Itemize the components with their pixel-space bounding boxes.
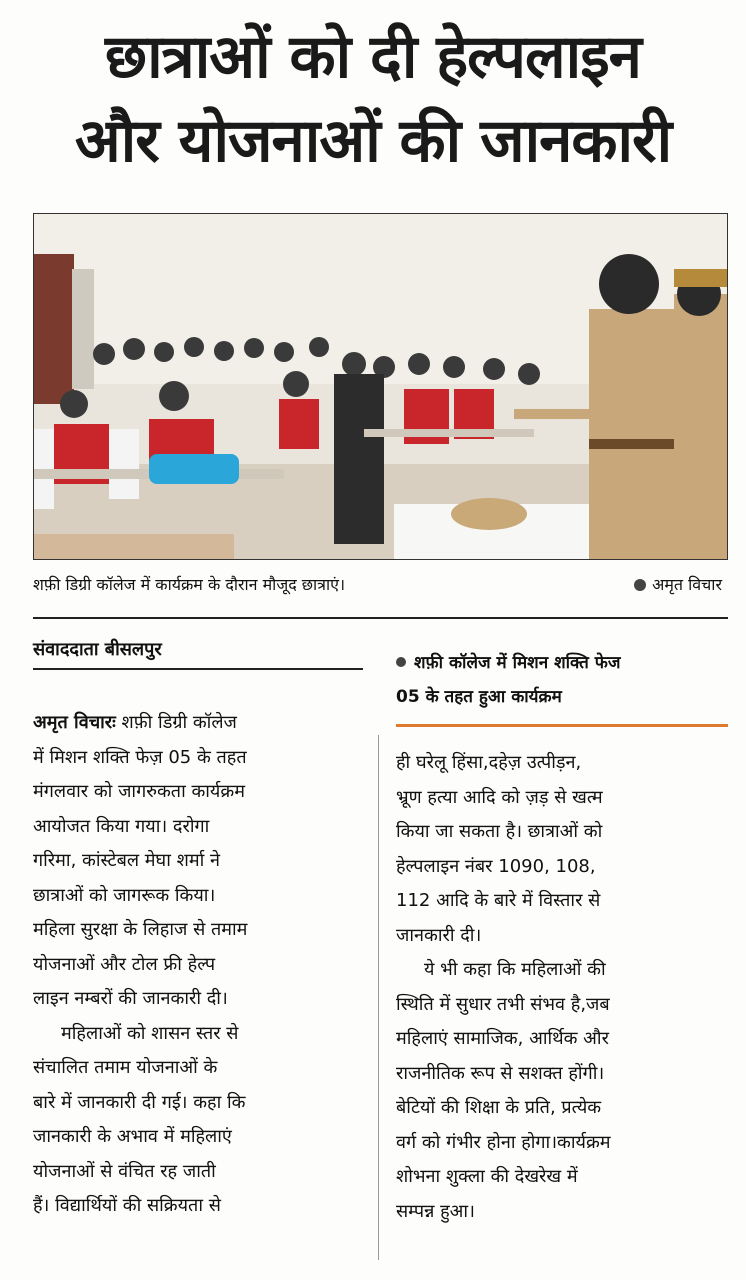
body-line: बेटियों की शिक्षा के प्रति, प्रत्येक (396, 1097, 602, 1118)
body-line: योजनाओं और टोल फ्री हेल्प (33, 953, 216, 975)
body-line: मंगलवार को जागरुकता कार्यक्रम (33, 781, 245, 802)
body-line: शफ़ी डिग्री कॉलेज (115, 712, 237, 733)
bullet-icon (396, 657, 406, 667)
column-divider (378, 735, 379, 1260)
body-line: गरिमा, कांस्टेबल मेघा शर्मा ने (33, 850, 220, 871)
article-column-2 (396, 746, 731, 1229)
news-photo (33, 213, 728, 560)
body-line: महिला सुरक्षा के लिहाज से तमाम (33, 919, 248, 940)
credit-text: अमृत विचार (652, 575, 722, 594)
body-line: जानकारी के अभाव में महिलाएं (33, 1126, 232, 1147)
kicker (396, 646, 731, 714)
body-line: महिलाएं सामाजिक, आर्थिक और (396, 1028, 609, 1049)
body-line: जानकारी दी। (396, 924, 482, 946)
body-line: लाइन नम्बरों की जानकारी दी। (33, 988, 228, 1009)
lead-tag: अमृत विचारः (33, 712, 116, 733)
body-line: संचालित तमाम योजनाओं के (33, 1057, 218, 1078)
body-line: 112 आदि के बारे में विस्तार से (396, 890, 601, 911)
byline: संवाददाता बीसलपुर (33, 639, 162, 660)
body-line: राजनीतिक रूप से सशक्त होंगी। (396, 1062, 605, 1084)
body-line: स्थिति में सुधार तभी संभव है,जब (396, 993, 610, 1015)
body-line: आयोजत किया गया। दरोगा (33, 815, 210, 837)
byline-underline (33, 668, 363, 670)
body-line: हैं। विद्यार्थियों की सक्रियता से (33, 1195, 221, 1216)
photo-credit (634, 570, 722, 600)
headline-line-2: और योजनाओं की जानकारी (74, 106, 672, 176)
bullet-icon (634, 579, 646, 591)
body-line: ये भी कहा कि महिलाओं की (424, 959, 606, 980)
body-line: शोभना शुक्ला की देखरेख में (396, 1166, 578, 1187)
body-line: में मिशन शक्ति फेज़ 05 के तहत (33, 746, 247, 768)
article-column-1 (33, 706, 363, 1224)
body-line: वर्ग को गंभीर होना होगा।कार्यक्रम (396, 1131, 611, 1153)
body-line: छात्राओं को जागरूक किया। (33, 884, 216, 906)
kicker-line-1: शफ़ी कॉलेज में मिशन शक्ति फेज (414, 653, 621, 673)
body-line: योजनाओं से वंचित रह जाती (33, 1160, 216, 1182)
body-line: महिलाओं को शासन स्तर से (61, 1022, 239, 1044)
body-line: ही घरेलू हिंसा,दहेज़ उत्पीड़न, (396, 752, 582, 773)
body-line: भ्रूण हत्या आदि को ज़ड़ से खत्म (396, 786, 603, 808)
photo-caption (33, 570, 728, 600)
kicker-line-2: 05 के तहत हुआ कार्यक्रम (396, 687, 562, 707)
caption-text: शफ़ी डिग्री कॉलेज में कार्यक्रम के दौरान मौजूद छात्राएं। (33, 575, 346, 594)
body-line: बारे में जानकारी दी गई। कहा कि (33, 1091, 246, 1113)
kicker-underline (396, 724, 728, 727)
body-line: हेल्पलाइन नंबर 1090, 108, (396, 855, 596, 877)
body-line: सम्पन्न हुआ। (396, 1200, 475, 1222)
headline-line-1: छात्राओं को दी हेल्पलाइन (105, 22, 641, 92)
body-line: किया जा सकता है। छात्राओं को (396, 821, 603, 842)
section-divider (33, 617, 728, 619)
